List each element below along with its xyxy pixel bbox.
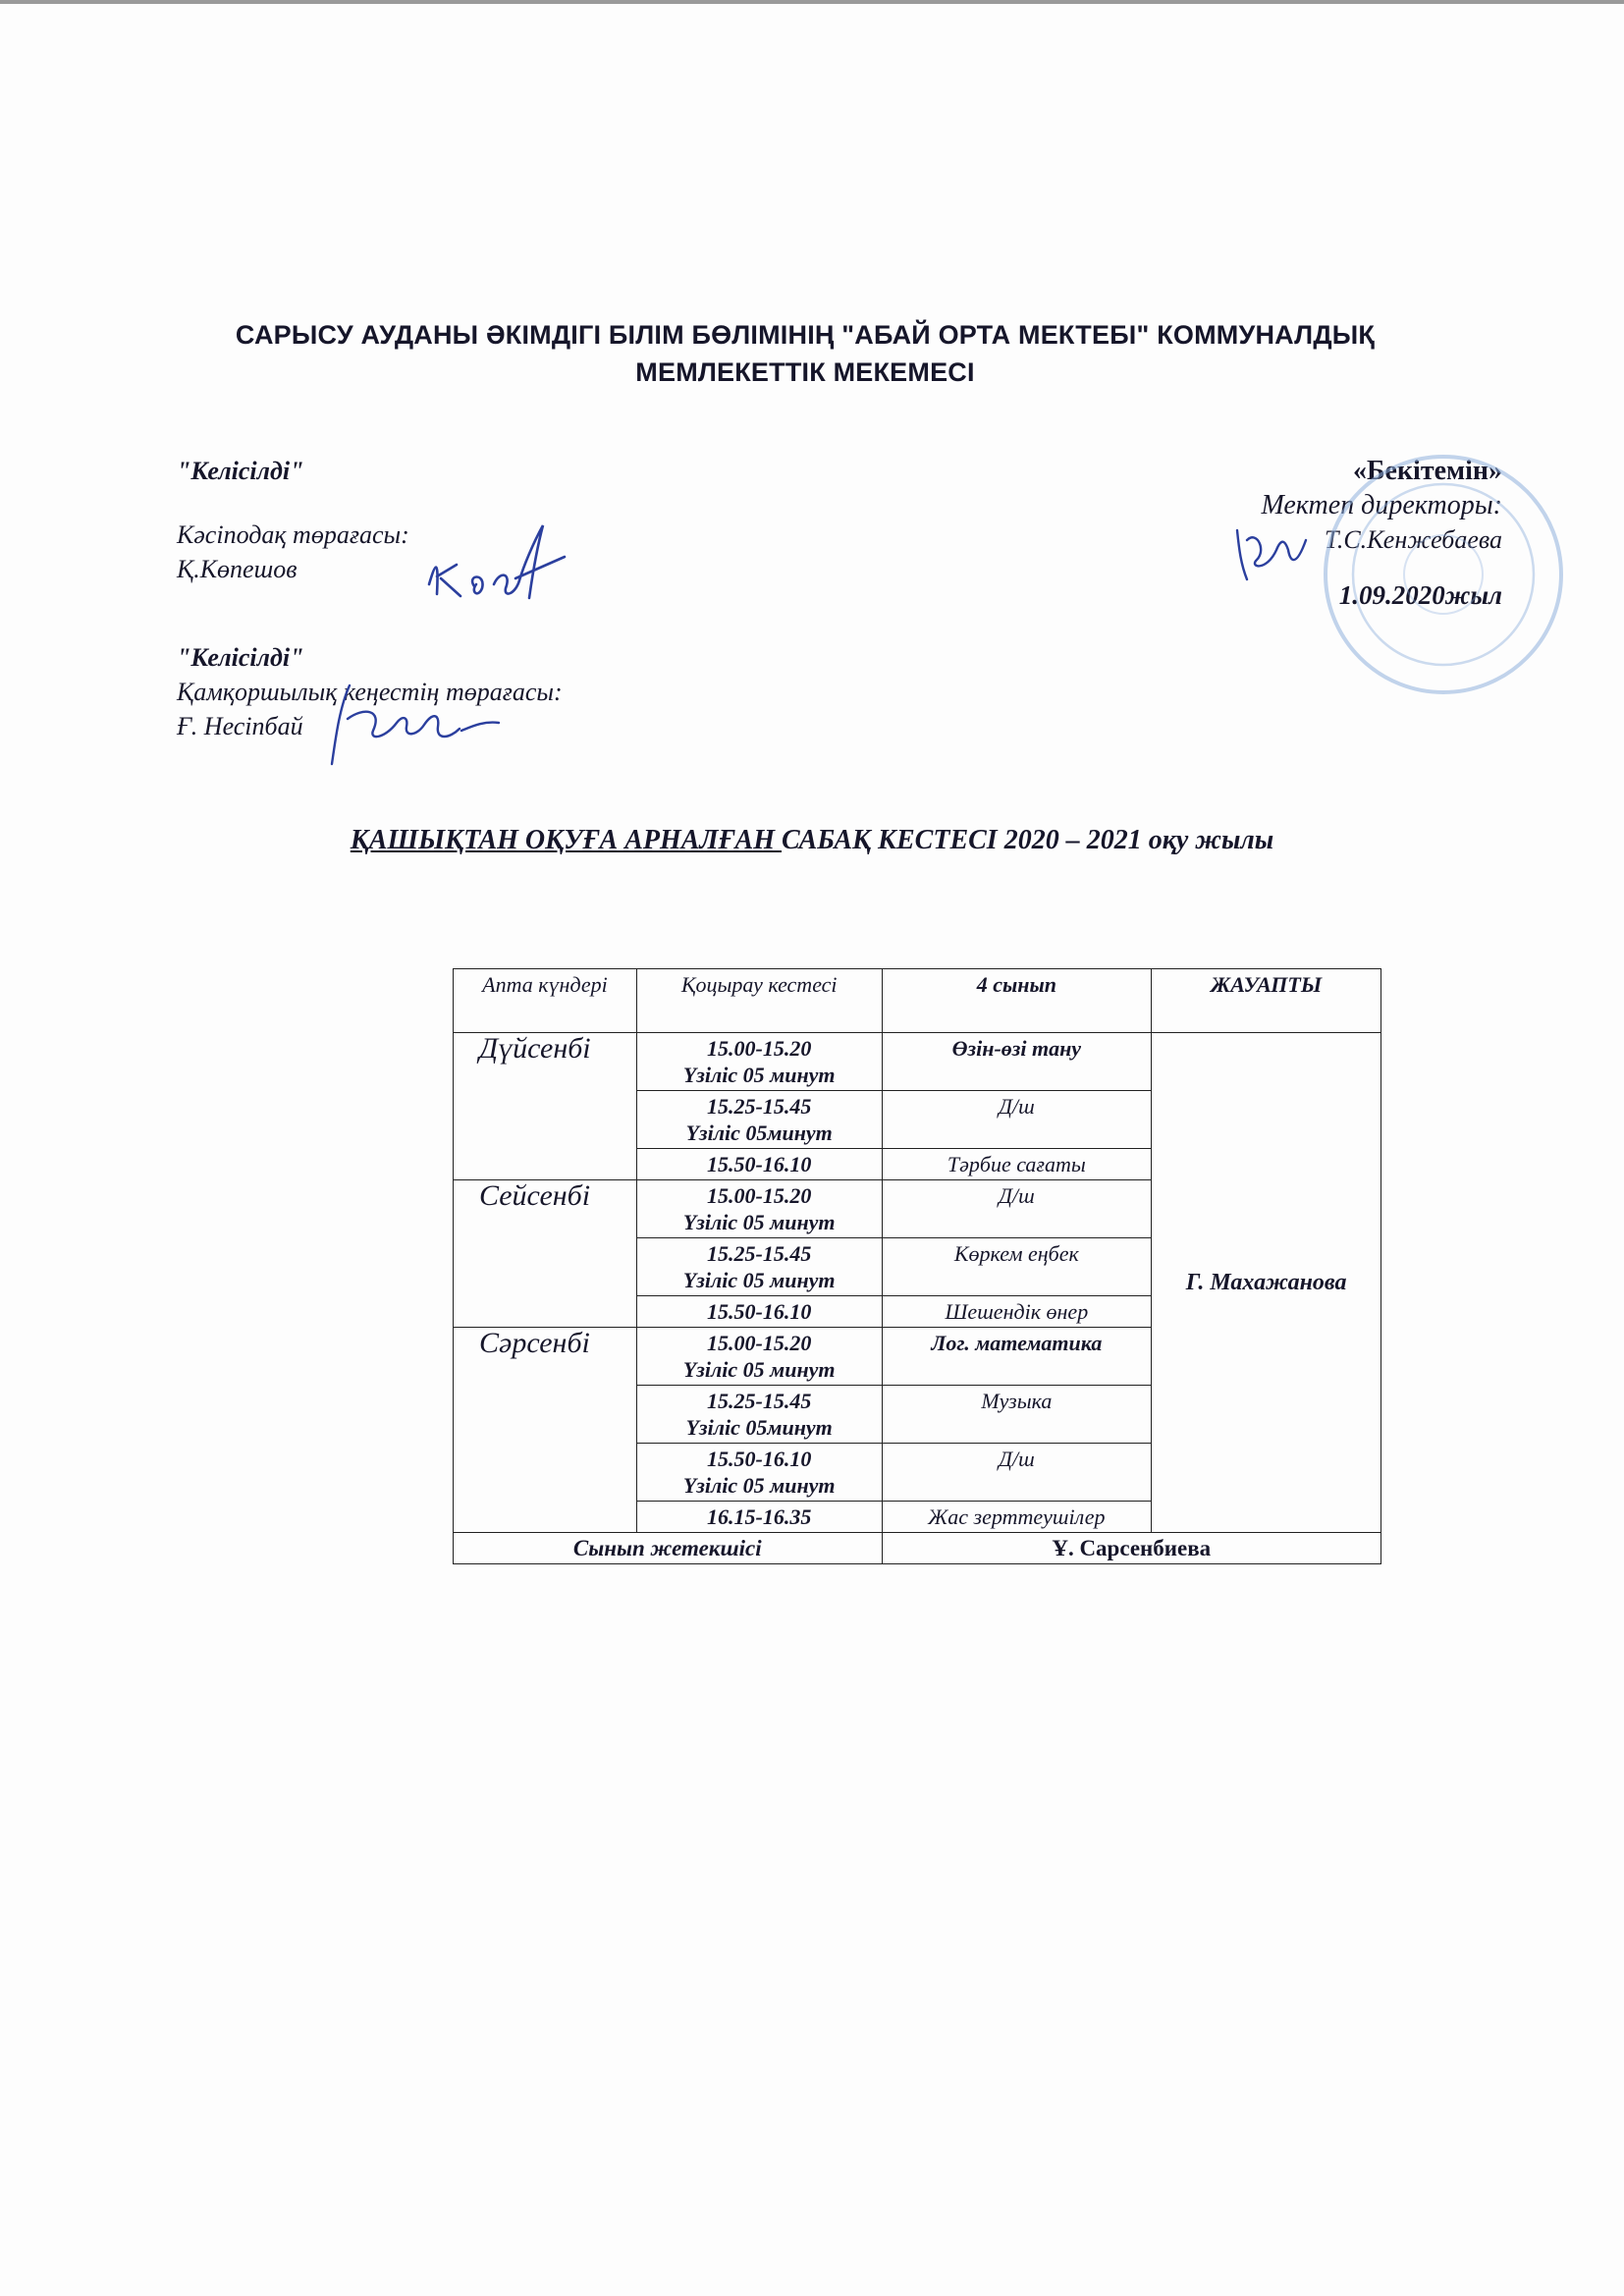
day-cell: Сейсенбі — [454, 1180, 637, 1328]
subject-cell: Д/ш — [882, 1091, 1152, 1149]
signature-kenzhebaeva — [1227, 511, 1316, 589]
subtitle-underlined: ҚАШЫҚТАН ОҚУҒА АРНАЛҒАН — [350, 825, 783, 855]
title-line-2: МЕМЛЕКЕТТІК МЕКЕМЕСІ — [635, 357, 975, 387]
time-cell: 15.50-16.10 Үзіліс 05 минут — [636, 1444, 882, 1502]
time-cell: 15.25-15.45 Үзіліс 05минут — [636, 1386, 882, 1444]
subject-cell: Д/ш — [882, 1180, 1152, 1238]
time-cell: 16.15-16.35 — [636, 1502, 882, 1533]
approval-role: Қамқоршылық кеңестің төрағасы: — [177, 678, 563, 706]
time-cell: 15.00-15.20 Үзіліс 05 минут — [636, 1033, 882, 1091]
day-cell: Дүйсенбі — [454, 1033, 637, 1180]
time-cell: 15.25-15.45 Үзіліс 05 минут — [636, 1238, 882, 1296]
signature-kopeshov — [417, 516, 594, 609]
time-cell: 15.25-15.45 Үзіліс 05минут — [636, 1091, 882, 1149]
day-cell: Сәрсенбі — [454, 1328, 637, 1533]
signature-nesipbay — [314, 648, 511, 766]
document-title — [157, 316, 1453, 391]
approval-name: Қ.Көпешов — [177, 555, 298, 583]
table-row — [454, 1033, 1381, 1091]
table-header-row — [454, 969, 1381, 1033]
header-responsible: ЖАУАПТЫ — [1152, 969, 1381, 1033]
class-teacher-name: Ұ. Сарсенбиева — [882, 1533, 1380, 1564]
subject-cell: Жас зерттеушілер — [882, 1502, 1152, 1533]
time-cell: 15.50-16.10 — [636, 1149, 882, 1180]
approval-heading: "Келісілді" — [177, 457, 304, 485]
subtitle-rest: САБАҚ КЕСТЕСІ 2020 – 2021 оқу жылы — [782, 825, 1274, 855]
subject-cell: Өзін-өзі тану — [882, 1033, 1152, 1091]
subject-cell: Тәрбие сағаты — [882, 1149, 1152, 1180]
title-line-1: САРЫСУ АУДАНЫ ӘКІМДІГІ БІЛІМ БӨЛІМІНІҢ "АБАЙ ОРТА МЕКТЕБІ" КОММУНАЛДЫҚ — [235, 320, 1376, 350]
responsible-cell: Г. Махажанова — [1152, 1033, 1381, 1533]
approval-date: 1.09.2020жыл — [1338, 580, 1502, 610]
subject-cell: Лог. математика — [882, 1328, 1152, 1386]
schedule-subtitle — [0, 825, 1624, 856]
time-cell: 15.00-15.20 Үзіліс 05 минут — [636, 1180, 882, 1238]
approval-role: Кәсіподақ төрағасы: — [177, 520, 409, 549]
subject-cell: Шешендік өнер — [882, 1296, 1152, 1328]
header-bell-schedule: Қоцырау кестесі — [636, 969, 882, 1033]
approval-role: Мектеп директоры: — [1261, 490, 1502, 520]
class-teacher-label: Сынып жетекшісі — [454, 1533, 883, 1564]
subject-cell: Музыка — [882, 1386, 1152, 1444]
table-footer-row — [454, 1533, 1381, 1564]
schedule-table — [453, 968, 1381, 1564]
time-cell: 15.50-16.10 — [636, 1296, 882, 1328]
subject-cell: Д/ш — [882, 1444, 1152, 1502]
approval-name: Ғ. Несіпбай — [177, 712, 303, 740]
approval-heading: «Бекітемін» — [1352, 456, 1502, 486]
header-weekdays: Апта күндері — [454, 969, 637, 1033]
subject-cell: Көркем еңбек — [882, 1238, 1152, 1296]
time-cell: 15.00-15.20 Үзіліс 05 минут — [636, 1328, 882, 1386]
approval-heading: "Келісілді" — [177, 643, 304, 672]
approval-trade-union — [177, 454, 409, 586]
header-class: 4 сынып — [882, 969, 1152, 1033]
approval-name: Т.С.Кенжебаева — [1325, 525, 1502, 554]
